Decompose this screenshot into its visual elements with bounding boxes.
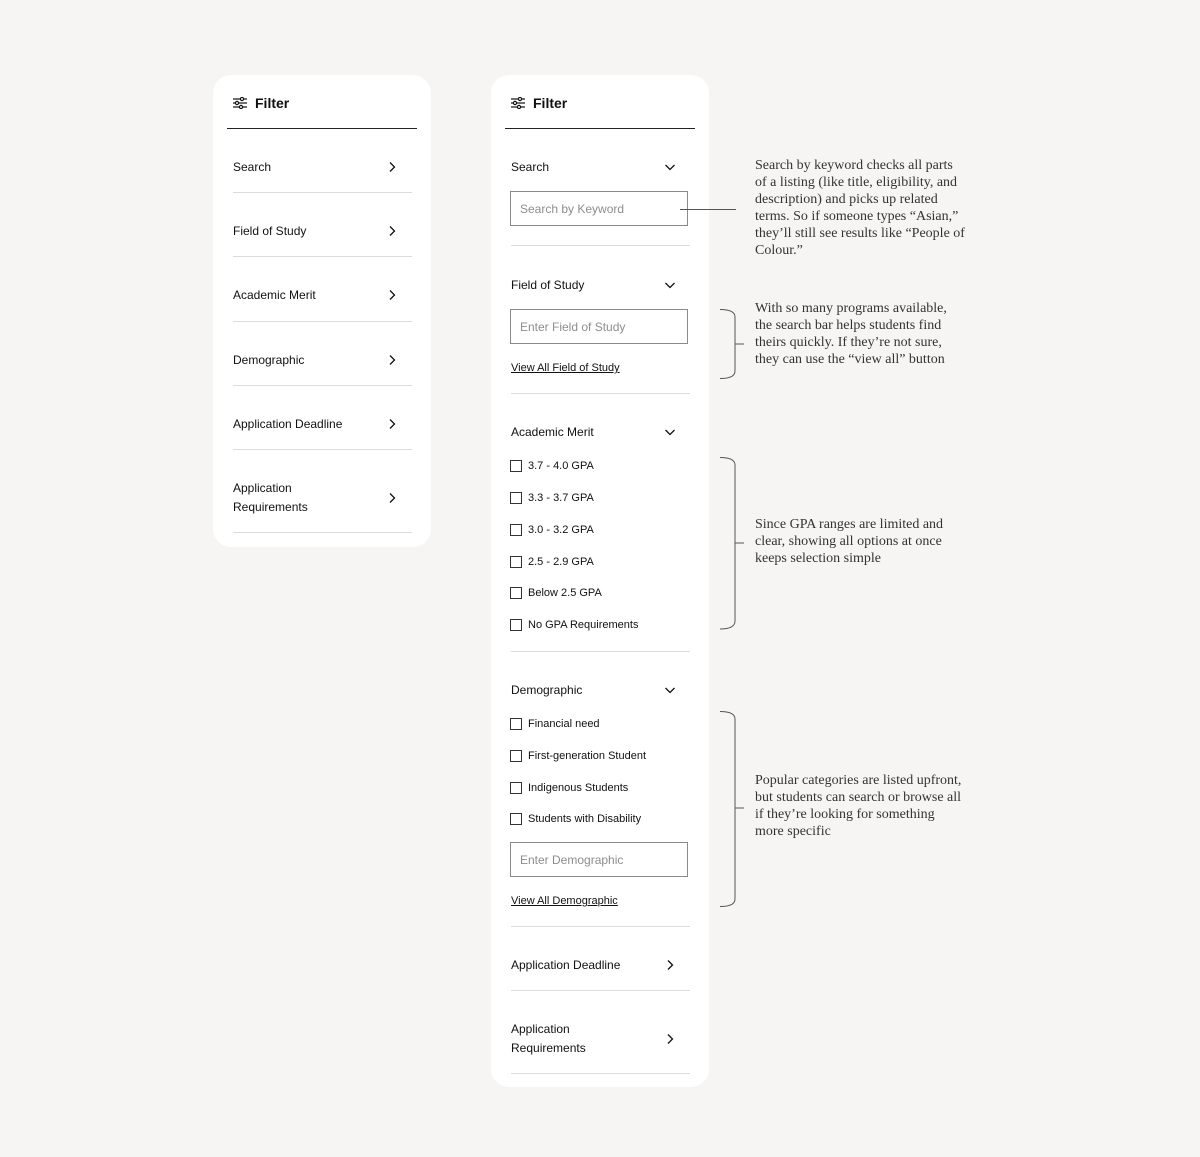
filter-item-label-line1: Application — [233, 481, 292, 495]
filter-item-label: Field of Study — [233, 224, 307, 238]
option-label: First-generation Student — [528, 750, 647, 762]
filter-item-label-line2: Requirements — [233, 500, 308, 514]
option-label: 2.5 - 2.9 GPA — [528, 556, 594, 568]
filter-item-demographic[interactable] — [233, 351, 412, 370]
section-toggle-demographic[interactable] — [511, 681, 690, 700]
checkbox[interactable] — [510, 782, 522, 794]
annotation-demographic: Popular categories are listed upfront, but students can search or browse all if they’re looking for something more specific — [755, 773, 962, 839]
chevron-right-icon — [386, 289, 398, 301]
demographic-option[interactable] — [510, 717, 600, 731]
filter-item-label: Application Deadline — [511, 958, 621, 972]
search-keyword-input[interactable] — [510, 191, 688, 226]
filter-item-label-line1: Application — [511, 1022, 570, 1036]
filter-item-search[interactable] — [233, 158, 412, 177]
section-toggle-academic-merit[interactable] — [511, 423, 690, 442]
divider — [233, 385, 412, 386]
section-label: Field of Study — [511, 278, 585, 292]
filter-item-application-requirements[interactable] — [511, 1020, 690, 1058]
divider — [511, 1073, 690, 1074]
filter-item-application-deadline[interactable] — [511, 956, 690, 975]
demographic-option[interactable] — [510, 812, 641, 826]
view-all-field-of-study-link[interactable]: View All Field of Study — [511, 362, 620, 374]
divider — [511, 926, 690, 927]
divider — [233, 192, 412, 193]
checkbox[interactable] — [510, 750, 522, 762]
section-label: Academic Merit — [511, 425, 594, 439]
option-label: Below 2.5 GPA — [528, 587, 602, 599]
filter-item-label: Academic Merit — [233, 288, 316, 302]
chevron-right-icon — [386, 354, 398, 366]
filter-item-label: Demographic — [233, 353, 305, 367]
option-label: Students with Disability — [528, 813, 642, 825]
filter-header — [511, 93, 567, 113]
filter-item-field-of-study[interactable] — [233, 222, 412, 241]
filter-item-label-line2: Requirements — [511, 1041, 586, 1055]
chevron-down-icon — [664, 161, 676, 173]
annotation-search: Search by keyword checks all parts of a listing (like title, eligibility, and description) and picks up related terms. So if someone types “Asian,” they’ll still see results like “People of Colour.” — [755, 158, 965, 258]
option-label: 3.3 - 3.7 GPA — [528, 492, 594, 504]
divider — [511, 651, 690, 652]
chevron-right-icon — [386, 161, 398, 173]
checkbox[interactable] — [510, 460, 522, 472]
filter-item-label: Search — [233, 160, 272, 174]
section-toggle-field-of-study[interactable] — [511, 276, 690, 295]
gpa-option[interactable] — [510, 586, 602, 600]
annotation-academic-merit: Since GPA ranges are limited and clear, showing all options at once keeps selection simple — [755, 517, 944, 566]
gpa-option[interactable] — [510, 618, 638, 632]
sliders-icon — [511, 97, 525, 109]
annotation-bracket-demographic — [718, 711, 748, 909]
chevron-right-icon — [386, 225, 398, 237]
annotation-field-of-study: With so many programs available, the search bar helps students find theirs quickly. If they’re not sure, they can use the “view all” button — [755, 301, 947, 367]
chevron-right-icon — [386, 418, 398, 430]
option-label: 3.0 - 3.2 GPA — [528, 524, 594, 536]
chevron-down-icon — [664, 684, 676, 696]
filter-item-application-deadline[interactable] — [233, 415, 412, 434]
section-label: Demographic — [511, 683, 583, 697]
filter-panel-collapsed — [213, 75, 431, 547]
checkbox[interactable] — [510, 619, 522, 631]
demographic-option[interactable] — [510, 749, 646, 763]
checkbox[interactable] — [510, 524, 522, 536]
field-of-study-input[interactable] — [510, 309, 688, 344]
checkbox[interactable] — [510, 718, 522, 730]
filter-header — [233, 93, 289, 113]
chevron-right-icon — [664, 1033, 676, 1045]
chevron-down-icon — [664, 279, 676, 291]
annotation-bracket-field-of-study — [718, 309, 748, 381]
option-label: No GPA Requirements — [528, 619, 639, 631]
gpa-option[interactable] — [510, 491, 594, 505]
divider — [233, 256, 412, 257]
annotation-bracket-academic-merit — [718, 457, 748, 633]
option-label: Financial need — [528, 718, 600, 730]
chevron-down-icon — [664, 426, 676, 438]
gpa-option[interactable] — [510, 459, 594, 473]
divider — [511, 393, 690, 394]
checkbox[interactable] — [510, 556, 522, 568]
chevron-right-icon — [386, 492, 398, 504]
section-label: Search — [511, 160, 550, 174]
gpa-option[interactable] — [510, 523, 594, 537]
checkbox[interactable] — [510, 813, 522, 825]
divider — [233, 532, 412, 533]
header-divider — [227, 128, 417, 129]
divider — [233, 449, 412, 450]
gpa-option[interactable] — [510, 555, 594, 569]
filter-item-academic-merit[interactable] — [233, 286, 412, 305]
filter-title: Filter — [533, 95, 568, 111]
divider — [511, 990, 690, 991]
filter-title: Filter — [255, 95, 290, 111]
option-label: Indigenous Students — [528, 782, 629, 794]
filter-item-label: Application Deadline — [233, 417, 343, 431]
checkbox[interactable] — [510, 587, 522, 599]
checkbox[interactable] — [510, 492, 522, 504]
demographic-option[interactable] — [510, 781, 628, 795]
divider — [233, 321, 412, 322]
section-toggle-search[interactable] — [511, 158, 690, 177]
header-divider — [505, 128, 695, 129]
divider — [511, 245, 690, 246]
annotation-connector-search — [680, 209, 740, 211]
filter-panel-expanded — [491, 75, 709, 1087]
filter-item-application-requirements[interactable] — [233, 479, 412, 517]
option-label: 3.7 - 4.0 GPA — [528, 460, 594, 472]
demographic-input[interactable] — [510, 842, 688, 877]
sliders-icon — [233, 97, 247, 109]
view-all-demographic-link[interactable]: View All Demographic — [511, 895, 618, 907]
chevron-right-icon — [664, 959, 676, 971]
